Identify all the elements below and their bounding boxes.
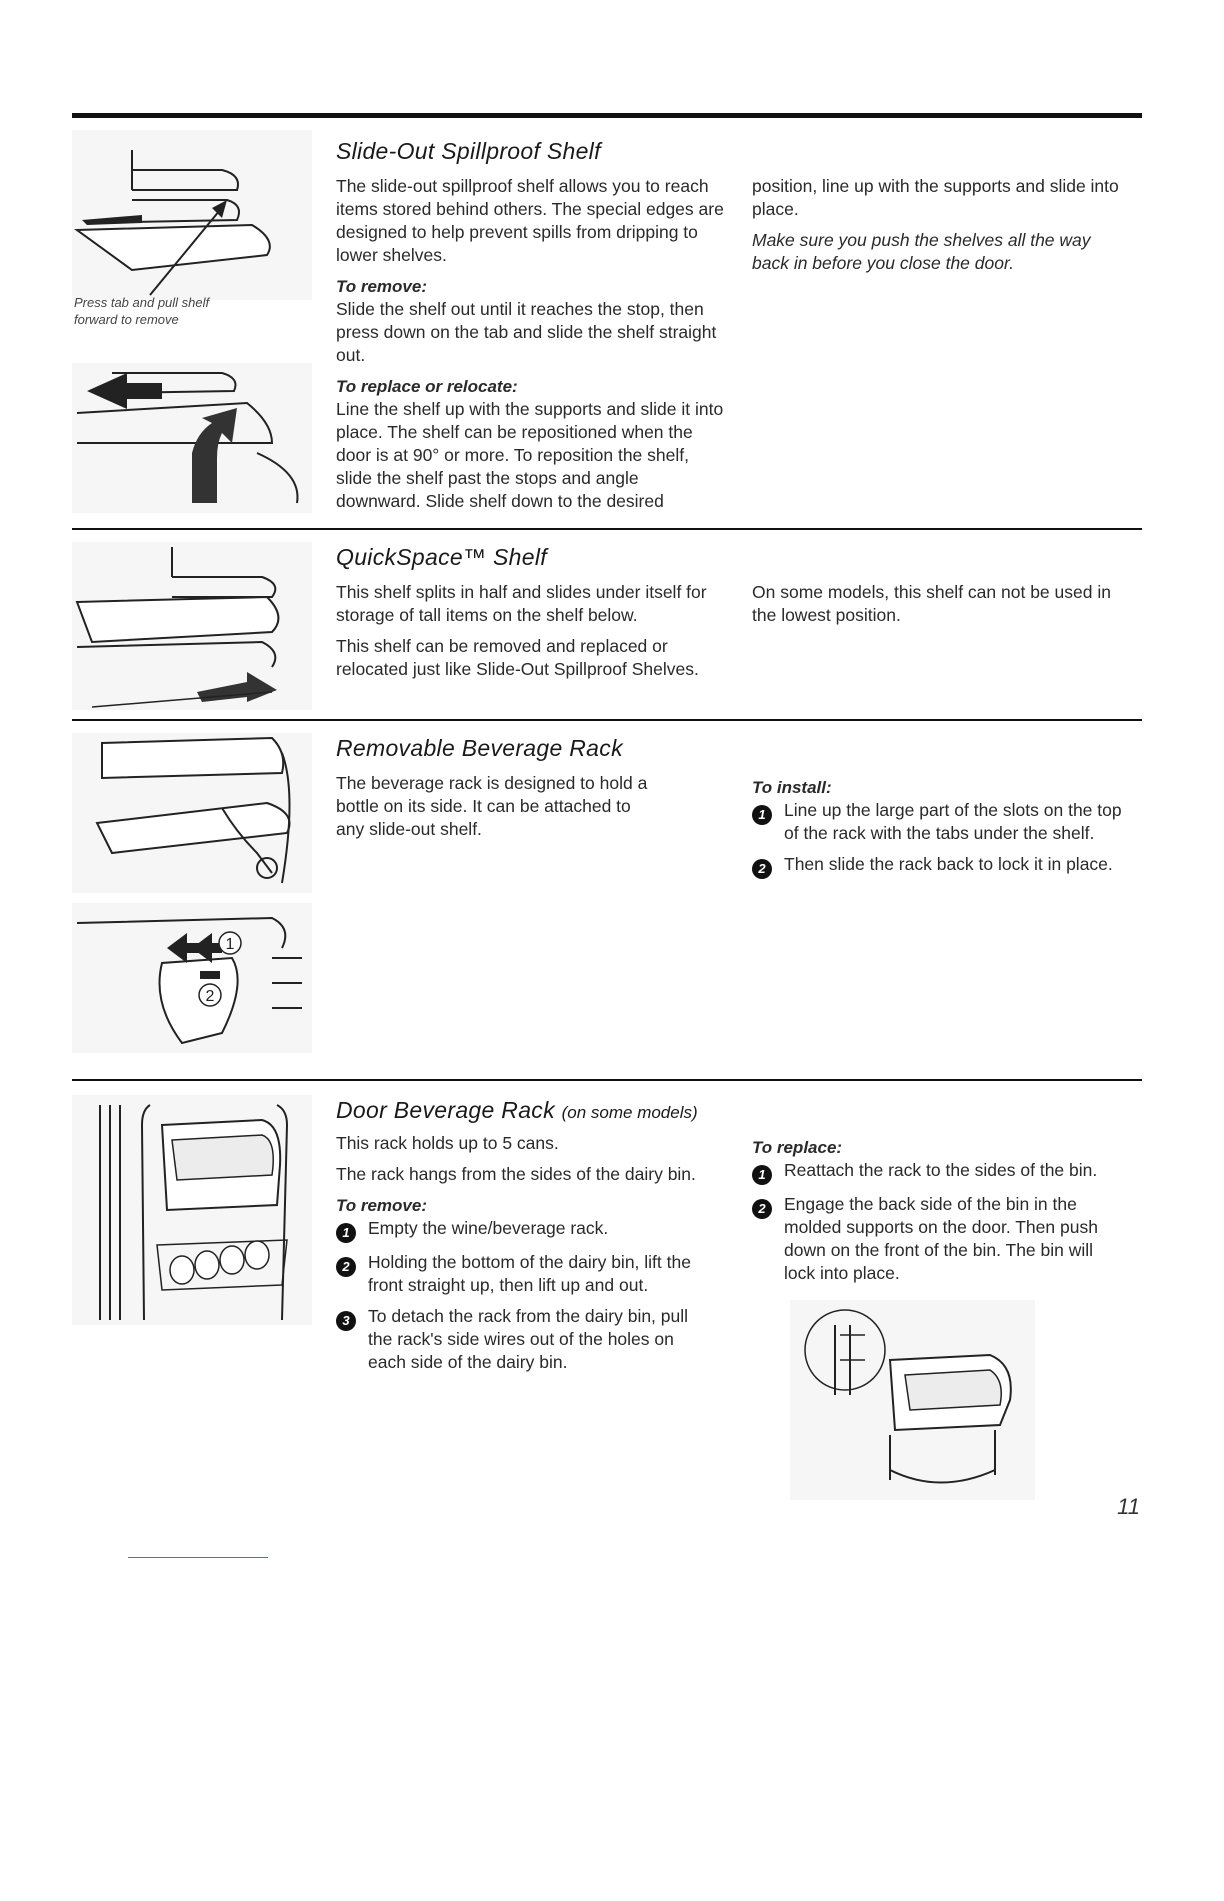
replace-text: Line the shelf up with the supports and slide it into place. The shelf can be repositioned when the door is at 90° or more. To reposition the shelf, slide the shelf past the stops and angle downward. Slide shelf down to the desired: [336, 399, 724, 511]
step-number: 1: [752, 805, 772, 825]
quickspace-illustration: [72, 542, 312, 710]
right-column: [752, 772, 1122, 887]
step-number: 1: [752, 1165, 772, 1185]
right-column: [752, 175, 1122, 283]
divider-2: [72, 719, 1142, 721]
title-subtitle: (on some models): [561, 1103, 698, 1122]
dairy-bin-illustration: [790, 1300, 1035, 1500]
step-text: To detach the rack from the dairy bin, pull the rack's side wires out of the holes on each side of the dairy bin.: [368, 1306, 689, 1372]
step-text: Holding the bottom of the dairy bin, lift the front straight up, then lift up and out.: [368, 1252, 691, 1295]
replace-heading: To replace or relocate:: [336, 377, 518, 396]
step-number: 2: [752, 1199, 772, 1219]
section-title: Slide-Out Spillproof Shelf: [336, 138, 601, 164]
step-text: Engage the back side of the bin in the molded supports on the door. Then push down on the front of the bin. The bin will lock into place.: [784, 1194, 1098, 1283]
step-number: 2: [336, 1257, 356, 1277]
install-step: [752, 799, 1122, 845]
step-text: Then slide the rack back to lock it in place.: [784, 854, 1113, 874]
section-title: [336, 1097, 698, 1124]
paragraph-3: On some models, this shelf can not be used in the lowest position.: [752, 582, 1111, 625]
step-text: Reattach the rack to the sides of the bin.: [784, 1160, 1098, 1180]
replace-step: [752, 1159, 1122, 1185]
shelf-tab-illustration: [72, 130, 312, 300]
door-rack-illustration: [72, 1095, 312, 1325]
footer-line: [128, 1557, 268, 1558]
remove-step: [336, 1305, 696, 1374]
remove-step: [336, 1217, 696, 1243]
remove-step: [336, 1251, 696, 1297]
left-column: [336, 1132, 696, 1382]
left-column: [336, 581, 726, 689]
title-main: Door Beverage Rack: [336, 1097, 555, 1123]
beverage-rack-illustration: [72, 733, 312, 893]
beverage-rack-install-illustration: [72, 903, 312, 1053]
step-number: 2: [752, 859, 772, 879]
step-number: 3: [336, 1311, 356, 1331]
section-title: Removable Beverage Rack: [336, 735, 623, 761]
divider-3: [72, 1079, 1142, 1081]
right-column: [752, 1132, 1122, 1293]
remove-text: Slide the shelf out until it reaches the stop, then press down on the tab and slide the shelf straight out.: [336, 299, 717, 365]
replace-heading: To replace:: [752, 1138, 843, 1157]
right-column: [752, 581, 1122, 635]
section-quickspace-shelf: [72, 532, 1142, 718]
paragraph-2: This shelf can be removed and replaced or relocated just like Slide-Out Spillproof Shelves.: [336, 636, 699, 679]
intro-paragraph: The beverage rack is designed to hold a bottle on its side. It can be attached to any slide-out shelf.: [336, 773, 648, 839]
callout-2: 2: [205, 988, 215, 1005]
left-column: [336, 175, 726, 521]
section-beverage-rack: [72, 723, 1142, 1063]
section-slide-out-shelf: [72, 118, 1142, 528]
page-number: 11: [1117, 1494, 1140, 1519]
step-text: Line up the large part of the slots on the top of the rack with the tabs under the shelf.: [784, 800, 1122, 843]
step-number: 1: [336, 1223, 356, 1243]
step-text: Empty the wine/beverage rack.: [368, 1218, 609, 1238]
install-step: [752, 853, 1122, 879]
shelf-angle-illustration: [72, 363, 312, 513]
replace-continued: position, line up with the supports and slide into place.: [752, 176, 1119, 219]
paragraph-2: The rack hangs from the sides of the dairy bin.: [336, 1164, 696, 1184]
replace-step: [752, 1193, 1122, 1285]
door-note: Make sure you push the shelves all the way back in before you close the door.: [752, 230, 1091, 273]
shelf-illustration-caption: Press tab and pull shelf forward to remove: [74, 295, 210, 327]
divider-1: [72, 528, 1142, 530]
remove-heading: To remove:: [336, 277, 428, 296]
bin-replace-illustration: [790, 1601, 1035, 1901]
install-heading: To install:: [752, 778, 832, 797]
left-column: [336, 772, 656, 849]
section-title: QuickSpace™ Shelf: [336, 544, 547, 570]
paragraph-1: This shelf splits in half and slides under itself for storage of tall items on the shelf below.: [336, 582, 707, 625]
paragraph-1: This rack holds up to 5 cans.: [336, 1133, 559, 1153]
callout-1: 1: [225, 936, 235, 953]
remove-heading: To remove:: [336, 1196, 428, 1215]
intro-paragraph: The slide-out spillproof shelf allows you to reach items stored behind others. The special edges are designed to help prevent spills from dripping to lower shelves.: [336, 176, 724, 265]
